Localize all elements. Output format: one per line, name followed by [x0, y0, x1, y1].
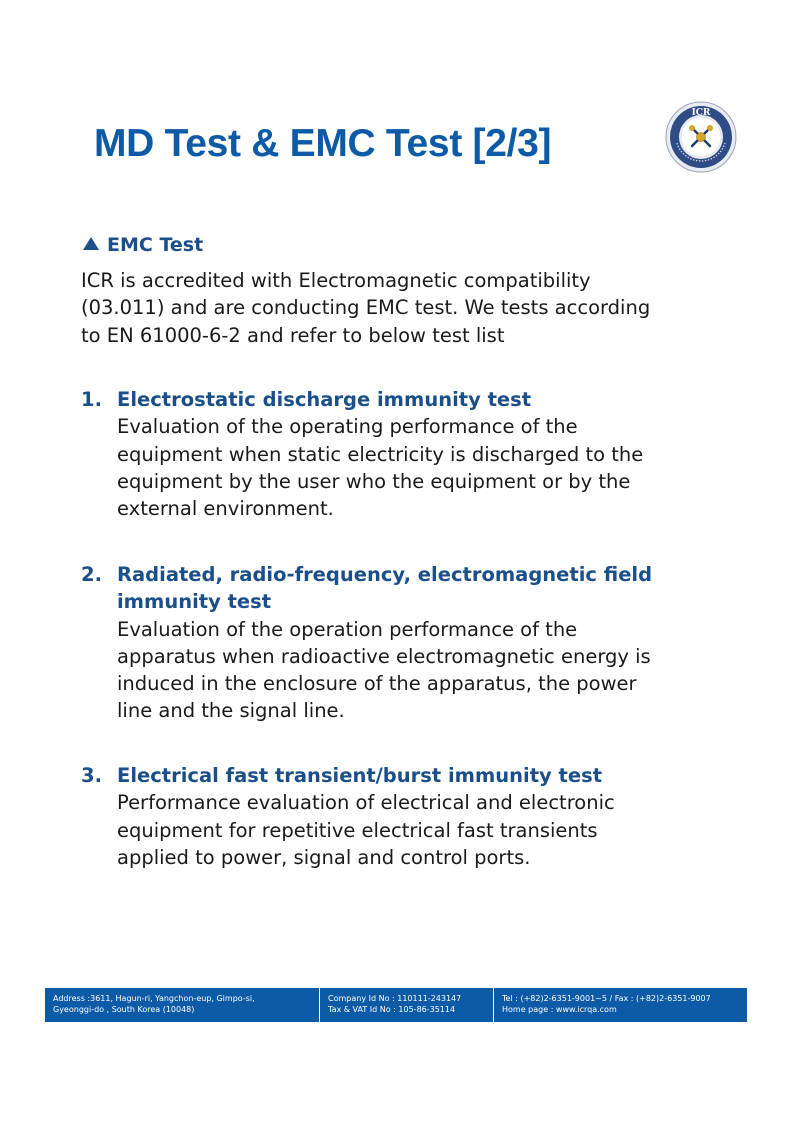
- page-title: MD Test & EMC Test [2/3]: [94, 122, 552, 165]
- item-number: 2.: [81, 563, 102, 586]
- address-line-2: Gyeonggi-do , South Korea (10048): [53, 1005, 195, 1014]
- address-line-1: Address :3611, Hagun-ri, Yangchon-eup, Gimpo-si,: [53, 994, 255, 1003]
- item-description: Evaluation of the operation performance of the apparatus when radioactive electromagnetic energy is induced in the enclosure of the apparatus, the power line and the signal line.: [117, 617, 651, 723]
- icr-logo: [665, 101, 737, 173]
- svg-text:ICR: ICR: [691, 108, 711, 118]
- footer-contact: [494, 988, 747, 1022]
- item-heading: Electrical fast transient/burst immunity test: [117, 764, 603, 787]
- test-item-3: [81, 762, 721, 871]
- test-item-2: [81, 561, 721, 725]
- section-heading-text: EMC Test: [107, 234, 204, 256]
- section-heading: [83, 234, 203, 256]
- item-heading: Radiated, radio-frequency, electromagnetic field immunity test: [117, 563, 653, 614]
- footer-address: [45, 988, 320, 1022]
- item-heading: Electrostatic discharge immunity test: [117, 388, 532, 411]
- footer-ids: [320, 988, 494, 1022]
- tel-fax: Tel : (+82)2-6351-9001~5 / Fax : (+82)2-6351-9007: [502, 994, 711, 1003]
- footer-bar: [45, 988, 747, 1022]
- test-item-1: [81, 386, 721, 522]
- homepage-link[interactable]: Home page : www.icrqa.com: [502, 1005, 617, 1014]
- intro-paragraph: ICR is accredited with Electromagnetic compatibility (03.011) and are conducting EMC test. We tests according to EN 61000-6-2 and refer to below test list: [81, 269, 651, 347]
- company-id: Company Id No : 110111-243147: [328, 994, 462, 1003]
- tax-id: Tax & VAT Id No : 105-86-35114: [328, 1005, 456, 1014]
- triangle-bullet-icon: [83, 237, 99, 250]
- item-number: 3.: [81, 764, 102, 787]
- item-description: Performance evaluation of electrical and electronic equipment for repetitive electrical fast transients applied to power, signal and control ports.: [117, 791, 615, 869]
- item-description: Evaluation of the operating performance of the equipment when static electricity is discharged to the equipment by the user who the equipment or by the external environment.: [117, 415, 644, 521]
- item-number: 1.: [81, 388, 102, 411]
